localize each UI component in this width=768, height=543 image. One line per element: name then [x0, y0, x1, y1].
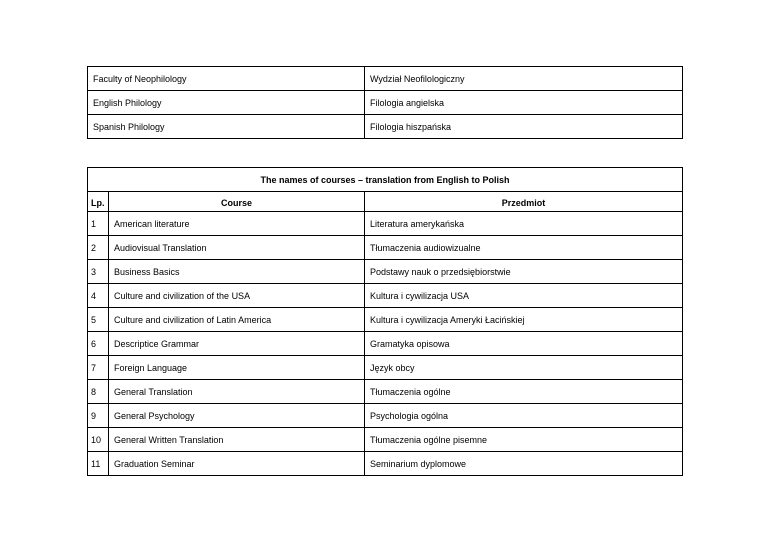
- faculty-en-cell: English Philology: [88, 91, 365, 115]
- przedmiot-cell: Podstawy nauk o przedsiębiorstwie: [365, 260, 683, 284]
- przedmiot-cell: Kultura i cywilizacja USA: [365, 284, 683, 308]
- course-cell: Graduation Seminar: [109, 452, 365, 476]
- faculty-pl-cell: Filologia angielska: [365, 91, 683, 115]
- table-row: [88, 380, 683, 404]
- przedmiot-cell: Tłumaczenia audiowizualne: [365, 236, 683, 260]
- course-cell: Business Basics: [109, 260, 365, 284]
- przedmiot-cell: Tłumaczenia ogólne pisemne: [365, 428, 683, 452]
- przedmiot-header: Przedmiot: [365, 192, 683, 212]
- courses-table: [87, 167, 683, 476]
- przedmiot-cell: Kultura i cywilizacja Ameryki Łacińskiej: [365, 308, 683, 332]
- faculty-en-cell: Faculty of Neophilology: [88, 67, 365, 91]
- table-row: [88, 356, 683, 380]
- course-cell: General Translation: [109, 380, 365, 404]
- przedmiot-cell: Tłumaczenia ogólne: [365, 380, 683, 404]
- courses-table-title: The names of courses – translation from English to Polish: [88, 168, 683, 192]
- course-cell: Culture and civilization of Latin America: [109, 308, 365, 332]
- row-number: 5: [88, 308, 109, 332]
- przedmiot-cell: Seminarium dyplomowe: [365, 452, 683, 476]
- course-cell: Culture and civilization of the USA: [109, 284, 365, 308]
- table-row: [88, 452, 683, 476]
- row-number: 7: [88, 356, 109, 380]
- row-number: 9: [88, 404, 109, 428]
- table-row: [88, 260, 683, 284]
- row-number: 3: [88, 260, 109, 284]
- row-number: 2: [88, 236, 109, 260]
- course-cell: Audiovisual Translation: [109, 236, 365, 260]
- courses-title-row: [88, 168, 683, 192]
- table-row: [88, 284, 683, 308]
- table-row: [88, 332, 683, 356]
- row-number: 11: [88, 452, 109, 476]
- faculty-row: [88, 115, 683, 139]
- przedmiot-cell: Literatura amerykańska: [365, 212, 683, 236]
- faculty-row: [88, 91, 683, 115]
- table-row: [88, 404, 683, 428]
- course-cell: Foreign Language: [109, 356, 365, 380]
- faculty-row: [88, 67, 683, 91]
- przedmiot-cell: Psychologia ogólna: [365, 404, 683, 428]
- course-cell: American literature: [109, 212, 365, 236]
- course-cell: Descriptice Grammar: [109, 332, 365, 356]
- table-row: [88, 236, 683, 260]
- lp-header: Lp.: [88, 192, 109, 212]
- faculty-pl-cell: Wydział Neofilologiczny: [365, 67, 683, 91]
- faculty-table: [87, 66, 683, 139]
- table-row: [88, 428, 683, 452]
- row-number: 1: [88, 212, 109, 236]
- table-row: [88, 308, 683, 332]
- przedmiot-cell: Język obcy: [365, 356, 683, 380]
- row-number: 6: [88, 332, 109, 356]
- row-number: 4: [88, 284, 109, 308]
- faculty-en-cell: Spanish Philology: [88, 115, 365, 139]
- course-cell: General Written Translation: [109, 428, 365, 452]
- course-cell: General Psychology: [109, 404, 365, 428]
- faculty-pl-cell: Filologia hiszpańska: [365, 115, 683, 139]
- row-number: 8: [88, 380, 109, 404]
- course-header: Course: [109, 192, 365, 212]
- table-row: [88, 212, 683, 236]
- przedmiot-cell: Gramatyka opisowa: [365, 332, 683, 356]
- courses-header-row: [88, 192, 683, 212]
- row-number: 10: [88, 428, 109, 452]
